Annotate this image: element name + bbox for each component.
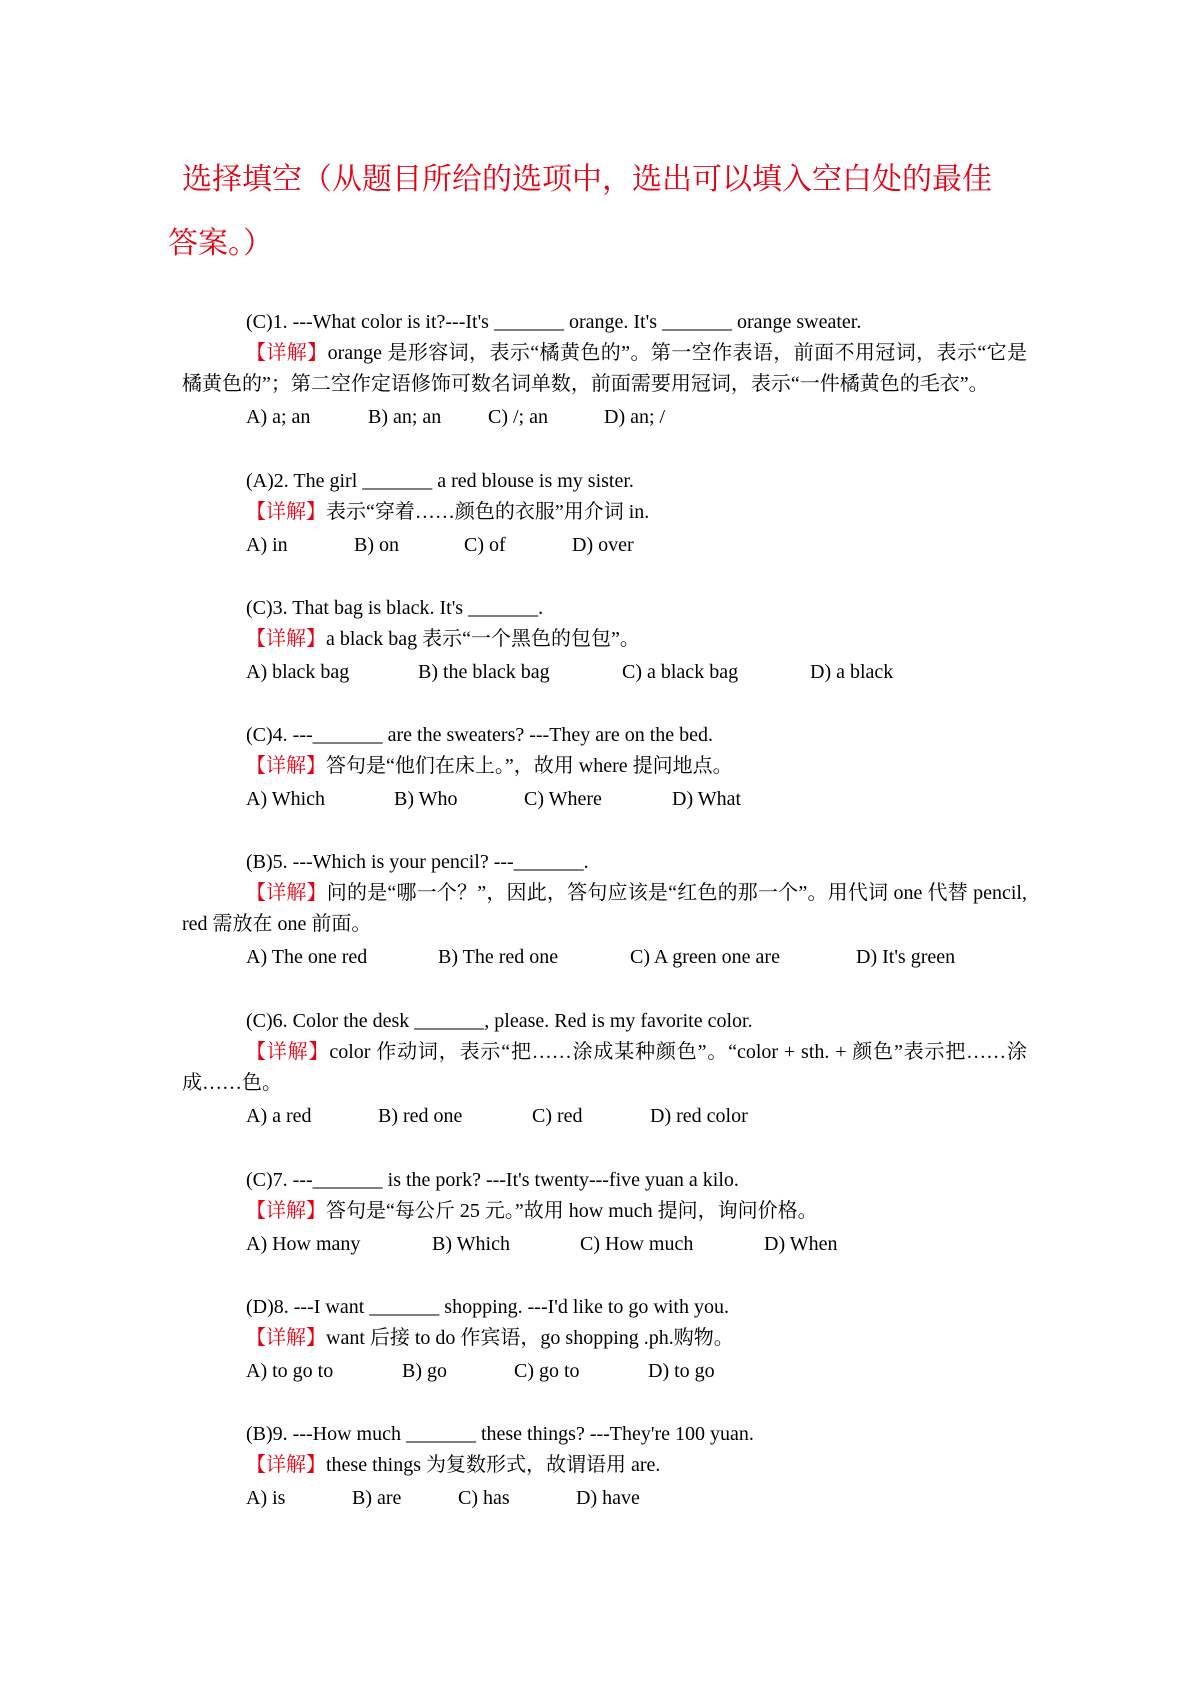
option-a: A) a red [246, 1105, 312, 1127]
question-stem: (C)6. Color the desk _______, please. Red is my favorite color. [246, 1010, 753, 1032]
question-stem: (B)5. ---Which is your pencil? ---_______. [246, 851, 589, 873]
explanation [182, 497, 1027, 528]
option-d: D) When [764, 1233, 838, 1255]
section-title: 选择填空（从题目所给的选项中，选出可以填入空白处的最佳答案。） [168, 163, 992, 260]
explanation [182, 1323, 1027, 1354]
explanation [182, 878, 1027, 940]
option-c: C) /; an [488, 406, 548, 428]
explanation-text: 问的是“哪一个？”，因此，答句应该是“红色的那一个”。用代词 one 代替 pencil, red 需放在 one 前面。 [182, 882, 1027, 935]
option-b: B) Who [394, 788, 458, 810]
question-stem: (B)9. ---How much _______ these things? ---They're 100 yuan. [246, 1423, 754, 1445]
question-stem: (C)1. ---What color is it?---It's _______ orange. It's _______ orange sweater. [246, 311, 862, 333]
option-b: B) red one [378, 1105, 463, 1127]
explanation-text: a black bag 表示“一个黑色的包包”。 [326, 628, 640, 650]
question-item [182, 466, 1027, 593]
explanation-text: 表示“穿着……颜色的衣服”用介词 in. [326, 501, 650, 523]
option-a: A) How many [246, 1233, 361, 1255]
question-item [182, 1292, 1027, 1419]
question-list [182, 307, 1027, 1546]
answer-options [182, 530, 1027, 561]
answer-options [182, 1229, 1027, 1260]
explanation-tag: 【详解】 [246, 1200, 326, 1222]
option-c: C) red [532, 1105, 583, 1127]
explanation-tag: 【详解】 [246, 342, 328, 364]
option-b: B) The red one [438, 946, 559, 968]
question-item [182, 307, 1027, 466]
explanation [182, 1450, 1027, 1481]
option-c: C) go to [514, 1360, 580, 1382]
option-d: D) It's green [856, 946, 956, 968]
answer-options [182, 1101, 1027, 1132]
option-b: B) the black bag [418, 661, 550, 683]
explanation-text: want 后接 to do 作宾语，go shopping .ph.购物。 [326, 1327, 734, 1349]
option-b: B) are [352, 1487, 402, 1509]
question-item [182, 593, 1027, 720]
option-a: A) Which [246, 788, 326, 810]
explanation [182, 1196, 1027, 1227]
question-item [182, 847, 1027, 1006]
explanation-tag: 【详解】 [246, 501, 326, 523]
option-a: A) in [246, 534, 288, 556]
explanation-tag: 【详解】 [246, 1041, 330, 1063]
option-a: A) The one red [246, 946, 368, 968]
explanation-tag: 【详解】 [246, 882, 327, 904]
question-stem: (D)8. ---I want _______ shopping. ---I'd like to go with you. [246, 1296, 729, 1318]
option-c: C) How much [580, 1233, 694, 1255]
explanation [182, 338, 1027, 400]
explanation-tag: 【详解】 [246, 1454, 326, 1476]
explanation-tag: 【详解】 [246, 1327, 326, 1349]
answer-options [182, 1356, 1027, 1387]
explanation-tag: 【详解】 [246, 755, 326, 777]
question-item [182, 1419, 1027, 1546]
explanation-tag: 【详解】 [246, 628, 326, 650]
explanation [182, 1037, 1027, 1099]
option-c: C) of [464, 534, 506, 556]
answer-options [182, 657, 1027, 688]
explanation [182, 624, 1027, 655]
option-d: D) a black [810, 661, 894, 683]
option-b: B) an; an [368, 406, 442, 428]
option-d: D) red color [650, 1105, 748, 1127]
explanation-text: orange 是形容词，表示“橘黄色的”。第一空作表语，前面不用冠词，表示“它是橘黄色的”；第二空作定语修饰可数名词单数，前面需要用冠词，表示“一件橘黄色的毛衣”。 [182, 342, 1028, 395]
option-c: C) a black bag [622, 661, 739, 683]
option-a: A) to go to [246, 1360, 334, 1382]
explanation-text: 答句是“他们在床上。”，故用 where 提问地点。 [326, 755, 733, 777]
answer-options [182, 942, 1027, 973]
explanation-text: color 作动词，表示“把……涂成某种颜色”。“color + sth. + 颜色”表示把……涂成……色。 [182, 1041, 1028, 1094]
option-d: D) an; / [604, 406, 666, 428]
option-c: C) has [458, 1487, 510, 1509]
option-d: D) over [572, 534, 634, 556]
option-d: D) to go [648, 1360, 715, 1382]
option-b: B) Which [432, 1233, 510, 1255]
question-item [182, 720, 1027, 847]
option-c: C) A green one are [630, 946, 780, 968]
explanation-text: 答句是“每公斤 25 元。”故用 how much 提问，询问价格。 [326, 1200, 818, 1222]
option-a: A) black bag [246, 661, 350, 683]
answer-options [182, 784, 1027, 815]
option-b: B) on [354, 534, 399, 556]
option-a: A) a; an [246, 406, 311, 428]
explanation-text: these things 为复数形式，故谓语用 are. [326, 1454, 661, 1476]
option-c: C) Where [524, 788, 602, 810]
question-stem: (C)3. That bag is black. It's _______. [246, 597, 544, 619]
question-item [182, 1006, 1027, 1165]
question-stem: (C)7. ---_______ is the pork? ---It's twenty---five yuan a kilo. [246, 1169, 739, 1191]
option-b: B) go [402, 1360, 447, 1382]
question-item [182, 1165, 1027, 1292]
option-a: A) is [246, 1487, 286, 1509]
question-stem: (A)2. The girl _______ a red blouse is my sister. [246, 470, 634, 492]
option-d: D) have [576, 1487, 640, 1509]
explanation [182, 751, 1027, 782]
answer-options [182, 1483, 1027, 1514]
option-d: D) What [672, 788, 742, 810]
answer-options [182, 402, 1027, 433]
question-stem: (C)4. ---_______ are the sweaters? ---They are on the bed. [246, 724, 714, 746]
